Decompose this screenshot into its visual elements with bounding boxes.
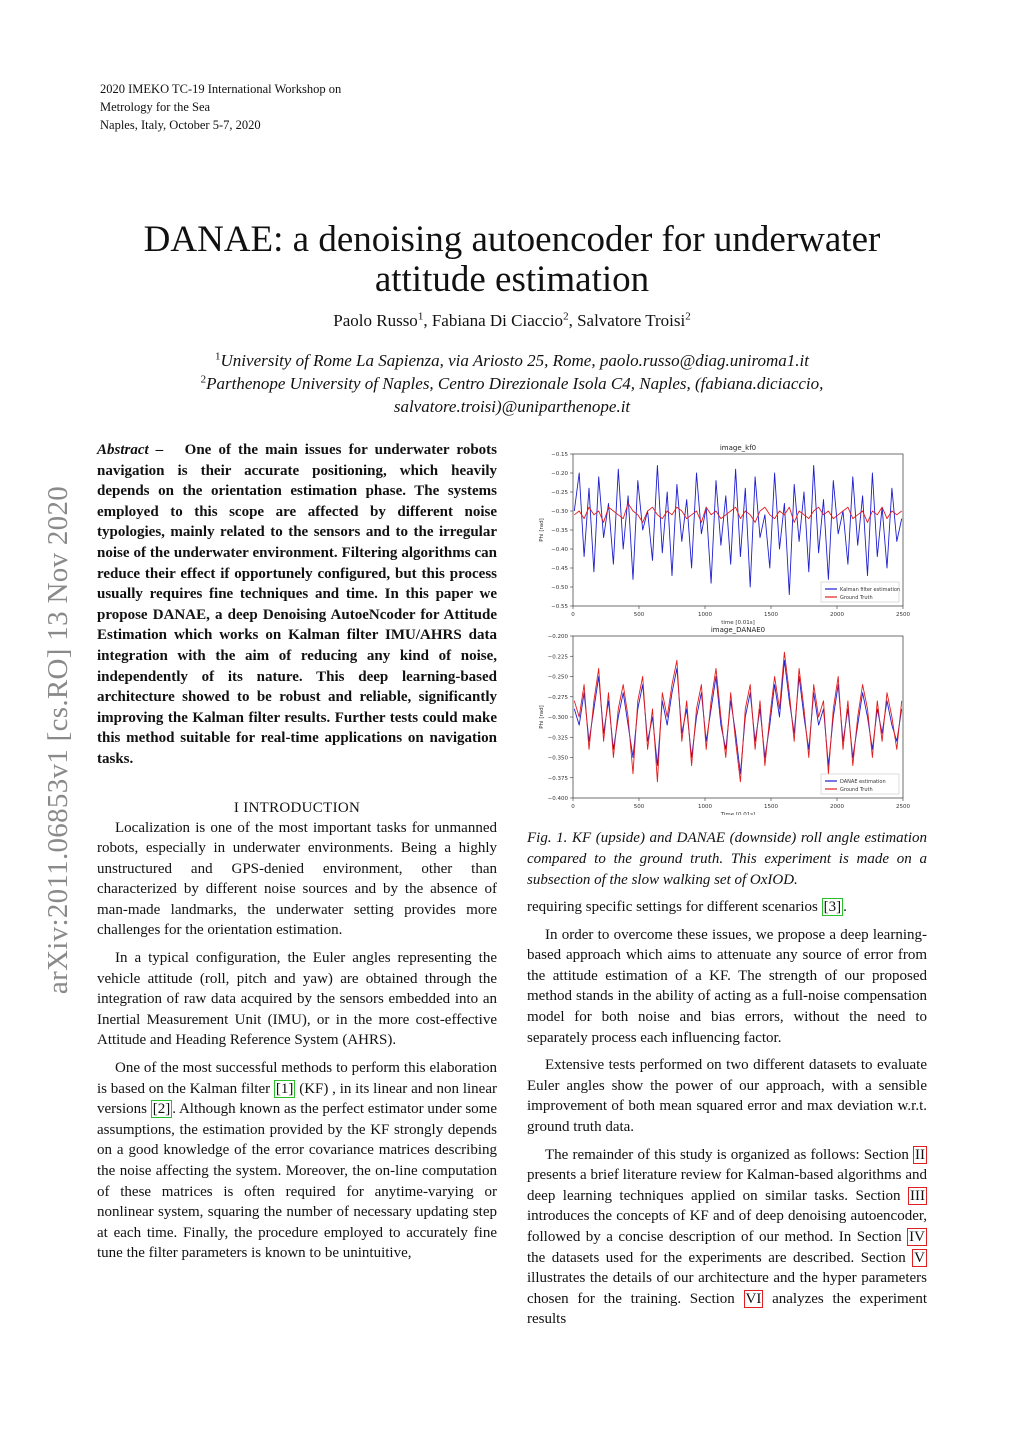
y-tick-label: −0.55 (551, 604, 568, 610)
x-tick-label: 1500 (764, 804, 778, 810)
figure-1-charts (527, 440, 927, 815)
y-tick-label: −0.200 (547, 634, 568, 640)
text-run: The remainder of this study is organized as follows: Section (545, 1146, 913, 1163)
x-tick-label: 1000 (698, 612, 712, 618)
abstract-text: One of the main issues for underwater robots navigation is their accurate positioning, which heavily depends on the orientation estimation phase. The systems employed to this scope are affected by different noise typologies, mainly related to the sensors and to the irregular noise of the underwater environment. Filtering algorithms can reduce their effect if opportunely configured, but this process usually requires fine techniques and time. In this paper we propose DANAE, a deep Denoising AutoeNcoder for Attitude Estimation which works on Kalman filter IMU/AHRS data integration with the aim of reducing any kind of noise, independently of its nature. This deep learning-based architecture showed to be robust and reliable, significantly improving the Kalman filter results. Further tests could make this method suitable for real-time applications on navigation tasks. (97, 442, 497, 767)
text-run: (KF) , in its linear and non linear versions (97, 1080, 497, 1118)
y-axis-label: Phi [rad] (539, 705, 545, 729)
affiliations (90, 349, 934, 418)
y-tick-label: −0.225 (547, 654, 568, 661)
section-link[interactable]: V (914, 1249, 925, 1266)
author-list: Paolo Russo$^1$, Fabiana Di Ciaccio$^2$, Salvatore Troisi$^2$ (333, 310, 691, 330)
body-paragraph: Extensive tests performed on two different datasets to evaluate Euler angles show the power of our approach, with a sensible improvement of both mean squared error and max deviation w.r.t. ground truth data. (527, 1057, 927, 1135)
text-run: the datasets used for the experiments are described. Section (527, 1249, 913, 1266)
y-tick-label: −0.300 (547, 715, 568, 721)
intro-paragraph (97, 1058, 497, 1264)
y-tick-label: −0.250 (547, 674, 568, 681)
x-tick-label: 500 (633, 804, 645, 810)
y-tick-label: −0.400 (547, 796, 568, 802)
author-affiliation-mark: 2 (563, 310, 569, 323)
legend-label: DANAE estimation (840, 779, 886, 785)
chart-danae (539, 626, 910, 815)
text-run: illustrates the details of our architecture and the hyper parameters chosen for the training. Section (527, 1270, 927, 1307)
series-line (574, 465, 901, 594)
conference-line: 2020 IMEKO TC-19 International Workshop on (100, 82, 342, 96)
chart-title: image_DANAE0 (710, 626, 766, 634)
chart-title: image_kf0 (719, 444, 757, 452)
y-tick-label: −0.40 (551, 547, 568, 553)
x-tick-label: 1000 (698, 804, 712, 810)
y-tick-label: −0.25 (551, 490, 568, 496)
affiliation-text: Parthenope University of Naples, Centro Direzionale Isola C4, Naples, (fabiana.diciaccio, salvatore.troisi)@uniparthenope.it (206, 374, 824, 416)
y-tick-label: −0.325 (547, 735, 568, 742)
y-tick-label: −0.35 (551, 528, 568, 534)
legend-label: Ground Truth (840, 787, 873, 793)
author-affiliation-mark: 1 (417, 310, 424, 323)
x-tick-label: 0 (571, 612, 575, 618)
section-link[interactable]: IV (909, 1228, 925, 1245)
x-axis-label: time [0.01s] (721, 620, 755, 626)
citation-link[interactable]: [3] (823, 899, 842, 915)
x-tick-label: 2000 (830, 804, 844, 810)
x-tick-label: 2500 (896, 804, 910, 810)
affiliation-number: 2 (200, 373, 207, 386)
conference-header (100, 80, 341, 134)
conference-line: Metrology for the Sea (100, 100, 211, 114)
text-run: . Although known as the perfect estimator under some assumptions, the estimation provided by the KF strongly depends on a good knowledge of the error covariance matrices describing the noise affecting the system. Moreover, the on-line computation of these matrices is often required for anytime-varying or nonlinear system, squaring the number of necessary updating step at each time. Finally, the procedure employed to accurately fine tune the filter parameters is known to be unintuitive, (97, 1101, 497, 1262)
y-axis-label: Phi [rad] (539, 518, 545, 542)
body-paragraph (527, 897, 927, 918)
body-paragraph: In order to overcome these issues, we propose a deep learning-based approach which aims to attenuate any source of error from the attitude estimation of a KF. The strength of our proposed method stands in the ability of acting as a full-noise compensation model for both noise and bias errors, without the need to separately process each influencing factor. (527, 926, 927, 1046)
author-affiliation-mark: 2 (685, 310, 691, 323)
affiliation-line (90, 372, 934, 418)
section-link[interactable]: II (915, 1146, 925, 1163)
x-tick-label: 2500 (896, 612, 910, 618)
body-paragraph (527, 1145, 927, 1330)
y-tick-label: −0.350 (547, 755, 568, 762)
author-name: Salvatore Troisi (577, 311, 686, 330)
figure-1 (527, 440, 927, 891)
author-name: Fabiana Di Ciaccio (431, 311, 564, 330)
intro-paragraph: Localization is one of the most important tasks for unmanned robots, especially in underwater environments. Being a highly unstructured and GPS-denied environment, other than characterized by different noise sources and by the absence of man-made landmarks, the underwater setting provides more challenges for the orientation estimation. (97, 819, 497, 939)
citation-link[interactable]: [1] (275, 1080, 294, 1097)
x-tick-label: 1500 (764, 612, 778, 618)
conference-line: Naples, Italy, October 5-7, 2020 (100, 118, 261, 132)
intro-paragraph: In a typical configuration, the Euler angles representing the vehicle attitude (roll, pitch and yaw) are obtained through the integration of raw data acquired by the sensors embedded into an Inertial Measurement Unit (IMU), or in the more cost-effective Attitude and Heading Reference System (AHRS). (97, 950, 497, 1049)
y-tick-label: −0.50 (551, 585, 568, 591)
y-tick-label: −0.30 (551, 509, 568, 515)
text-run: presents a brief literature review for Kalman-based algorithms and deep learning techniques applied on similar tasks. Section (527, 1167, 927, 1204)
x-tick-label: 0 (571, 804, 575, 810)
arxiv-stamp: arXiv:2011.06853v1 [cs.RO] 13 Nov 2020 (42, 485, 74, 995)
x-axis-label: Time [0.01s] (720, 812, 756, 815)
text-run: requiring specific settings for different scenarios (527, 899, 822, 915)
section-link[interactable]: VI (745, 1290, 762, 1307)
y-tick-label: −0.15 (551, 452, 568, 458)
chart-kalman (539, 444, 910, 626)
text-run: . (843, 899, 847, 915)
plot-frame (573, 636, 903, 798)
abstract-label: Abstract – (97, 442, 164, 458)
series-line (574, 652, 901, 782)
affiliation-number: 1 (215, 350, 221, 363)
text-run: introduces the concepts of KF and of deep denoising autoencoder, followed by a concise description of our method. In Section (527, 1208, 927, 1245)
section-link[interactable]: III (910, 1187, 925, 1204)
y-tick-label: −0.45 (551, 566, 568, 572)
figure-caption: Fig. 1. KF (upside) and DANAE (downside) roll angle estimation compared to the ground truth. This experiment is made on a subsection of the slow walking set of OxIOD. (527, 830, 927, 888)
affiliation-line (90, 349, 934, 372)
x-tick-label: 500 (633, 612, 645, 618)
y-tick-label: −0.275 (547, 694, 568, 701)
y-tick-label: −0.20 (551, 471, 568, 477)
paper-title: DANAE: a denoising autoencoder for underwater attitude estimation (143, 219, 881, 300)
right-column (527, 440, 927, 1330)
text-run: analyzes the experiment results (527, 1290, 927, 1328)
y-tick-label: −0.375 (547, 775, 568, 782)
series-line (574, 660, 901, 773)
citation-link[interactable]: [2] (152, 1101, 171, 1118)
text-run: One of the most successful methods to perform this elaboration is based on the Kalman filter (97, 1060, 497, 1097)
abstract (97, 440, 497, 770)
x-tick-label: 2000 (830, 612, 844, 618)
author-name: Paolo Russo (333, 311, 418, 330)
legend-label: Kalman filter estimation (840, 587, 901, 593)
affiliation-text: University of Rome La Sapienza, via Ariosto 25, Rome, paolo.russo@diag.uniroma1.it (220, 351, 809, 370)
legend-label: Ground Truth (840, 595, 873, 601)
section-heading-introduction: I INTRODUCTION (233, 799, 361, 816)
left-column (97, 440, 497, 1264)
